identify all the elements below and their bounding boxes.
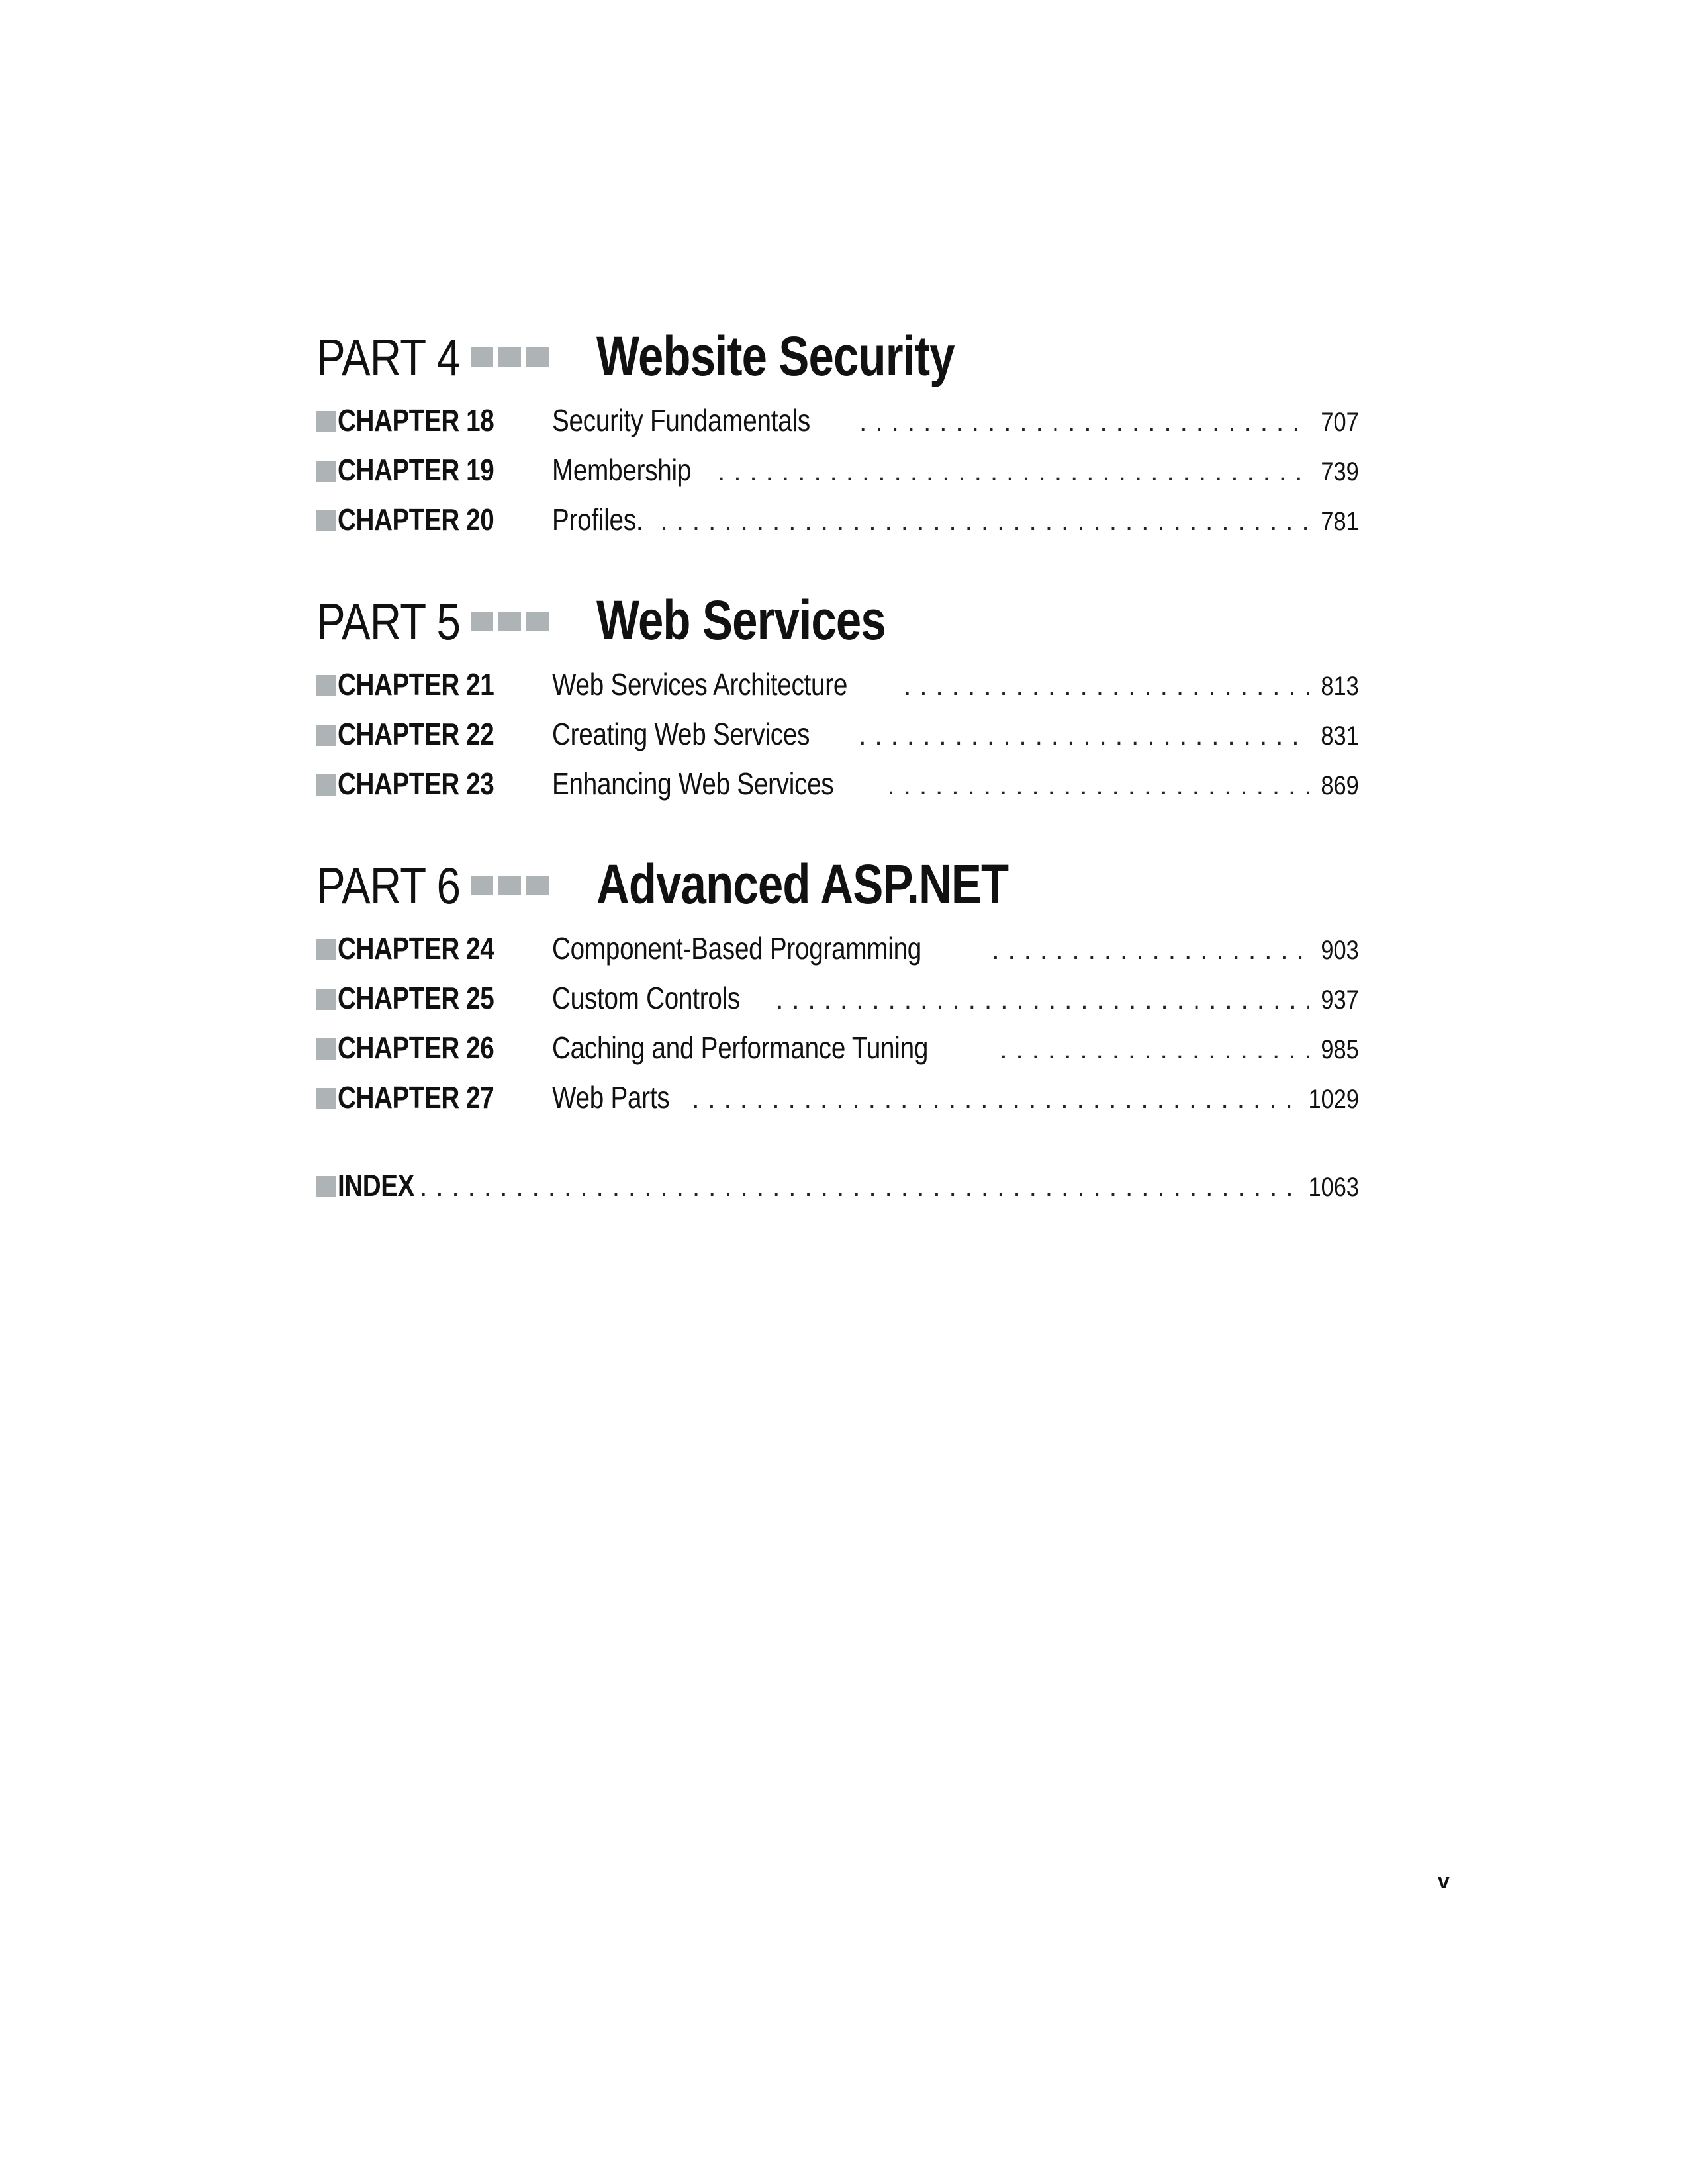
page-number: 707	[1321, 408, 1359, 437]
chapter-label: CHAPTER 21	[338, 667, 494, 702]
chapter-title: Security Fundamentals	[552, 403, 810, 437]
toc-entry-chapter-23[interactable]	[316, 766, 1359, 815]
chapter-title: Membership	[552, 453, 692, 487]
chapter-label: CHAPTER 22	[338, 717, 494, 751]
dot-leader	[692, 1085, 1295, 1115]
toc-entry-chapter-26[interactable]	[316, 1030, 1359, 1079]
page-number: 739	[1321, 457, 1359, 486]
page-number: 781	[1321, 507, 1359, 536]
dot-leader	[1000, 1035, 1309, 1065]
page-number: 903	[1321, 936, 1359, 965]
dot-leader	[420, 1173, 1295, 1203]
bullet-square-icon	[316, 1088, 336, 1109]
bullet-square-icon	[316, 939, 336, 960]
part-title: Web Services	[596, 589, 886, 651]
bullet-square-icon	[316, 989, 336, 1010]
chapter-label: CHAPTER 18	[338, 403, 494, 437]
square-ornament-icon	[526, 347, 549, 367]
chapter-label: CHAPTER 24	[338, 931, 494, 966]
square-ornament-icon	[471, 347, 493, 367]
square-ornament-icon	[471, 876, 493, 895]
dot-leader	[888, 771, 1310, 801]
dot-leader	[718, 457, 1309, 487]
chapter-label: CHAPTER 27	[338, 1080, 494, 1115]
chapter-label: CHAPTER 20	[338, 502, 494, 537]
square-ornament-icon	[526, 612, 549, 631]
chapter-title: Component-Based Programming	[552, 931, 922, 966]
chapter-title: Caching and Performance Tuning	[552, 1030, 929, 1065]
chapter-title: Custom Controls	[552, 981, 740, 1015]
part-squares-ornament	[471, 612, 570, 631]
bullet-square-icon	[316, 1176, 336, 1197]
bullet-square-icon	[316, 411, 336, 432]
chapter-label: CHAPTER 23	[338, 766, 494, 801]
chapter-title: Web Parts	[552, 1080, 670, 1115]
bullet-square-icon	[316, 675, 336, 696]
chapter-label: CHAPTER 19	[338, 453, 494, 487]
toc-entry-chapter-27[interactable]	[316, 1079, 1359, 1129]
chapter-title: Creating Web Services	[552, 717, 810, 751]
dot-leader	[776, 985, 1309, 1015]
bullet-square-icon	[316, 774, 336, 796]
part-4-section	[316, 324, 1359, 551]
chapter-title: Enhancing Web Services	[552, 766, 834, 801]
dot-leader	[992, 936, 1309, 966]
square-ornament-icon	[471, 612, 493, 631]
page-number: 937	[1321, 985, 1359, 1015]
part-label: PART 5	[316, 592, 461, 651]
index-label: INDEX	[338, 1168, 414, 1203]
part-header	[316, 588, 1359, 666]
part-title: Website Security	[596, 325, 955, 387]
toc-entry-chapter-25[interactable]	[316, 980, 1359, 1030]
chapter-title: Profiles.	[552, 502, 643, 537]
toc-entry-chapter-18[interactable]	[316, 402, 1359, 452]
square-ornament-icon	[498, 612, 521, 631]
toc-entry-chapter-19[interactable]	[316, 452, 1359, 502]
toc-entry-chapter-21[interactable]	[316, 666, 1359, 716]
page-number: 1063	[1308, 1173, 1359, 1202]
toc-entry-chapter-20[interactable]	[316, 502, 1359, 551]
page-number: 869	[1321, 771, 1359, 800]
square-ornament-icon	[498, 347, 521, 367]
page-number: 813	[1321, 672, 1359, 701]
toc-entry-chapter-24[interactable]	[316, 931, 1359, 980]
bullet-square-icon	[316, 1038, 336, 1060]
part-label: PART 6	[316, 856, 461, 915]
page-number: 985	[1321, 1035, 1359, 1064]
page-number: 1029	[1308, 1085, 1359, 1114]
part-squares-ornament	[471, 876, 570, 895]
bullet-square-icon	[316, 725, 336, 746]
part-5-section	[316, 588, 1359, 815]
bullet-square-icon	[316, 510, 336, 531]
toc-entry-index[interactable]	[316, 1167, 1359, 1217]
page-folio: v	[1438, 1869, 1450, 1893]
part-header	[316, 324, 1359, 402]
bullet-square-icon	[316, 461, 336, 482]
dot-leader	[660, 507, 1309, 537]
part-header	[316, 852, 1359, 931]
square-ornament-icon	[498, 876, 521, 895]
toc-entry-chapter-22[interactable]	[316, 716, 1359, 766]
part-squares-ornament	[471, 347, 570, 367]
chapter-label: CHAPTER 26	[338, 1030, 494, 1065]
dot-leader	[859, 721, 1309, 751]
chapter-label: CHAPTER 25	[338, 981, 494, 1015]
table-of-contents	[316, 324, 1359, 1217]
part-6-section	[316, 852, 1359, 1129]
dot-leader	[859, 408, 1309, 437]
part-title: Advanced ASP.NET	[596, 853, 1009, 915]
square-ornament-icon	[526, 876, 549, 895]
page-number: 831	[1321, 721, 1359, 751]
part-label: PART 4	[316, 328, 461, 387]
dot-leader	[904, 672, 1309, 702]
chapter-title: Web Services Architecture	[552, 667, 848, 702]
